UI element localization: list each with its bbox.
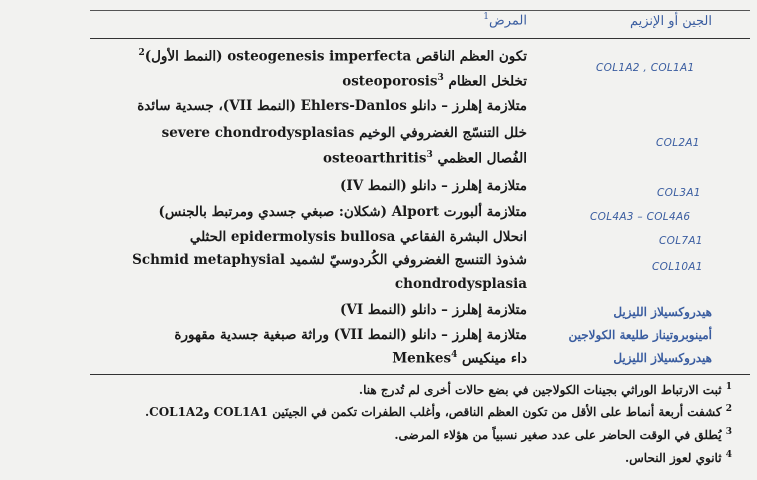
footnote: $^4$ ثانوي لعوز النحاس. <box>624 450 732 465</box>
disease-line: chondrodysplasia <box>394 276 527 292</box>
header-rule <box>90 38 750 39</box>
disease-line: متلازمة إهلرز – دانلو Ehlers-Danlos (النمط VII)، جسدية سائدة <box>137 98 527 114</box>
gene-col2a1: COL2A1 <box>656 137 700 149</box>
disease-line: تكون العظم الناقص osteogenesis imperfecta (النمط الأول)$^2$ <box>138 48 527 65</box>
gene-col7a1: COL7A1 <box>659 235 703 247</box>
disease-line: انحلال البشرة الفقاعي epidermolysis bullosa الحثلي <box>189 229 527 245</box>
disease-line: متلازمة إهلرز – دانلو (النمط VII) وراثة صبغية جسدية مقهورة <box>174 327 527 343</box>
gene-procollagen-aminoprotease: أمينوبروتيناز طليعة الكولاجين <box>568 328 712 342</box>
disease-line: شذوذ التنسج الغضروفي الكُردوسيّ لشميد Schmid metaphysial <box>132 252 527 268</box>
footnote: $^2$ كشفت أربعة أنماط على الأقل من تكون العظم الناقص، وأغلب الطفرات تكمن في الجينَين COL1A1 وCOL1A2. <box>144 404 732 419</box>
disease-line: خلل التنسّج الغضروفي الوخيم severe chondrodysplasias <box>161 125 527 141</box>
table-bottom-rule <box>90 374 750 375</box>
gene-lysyl-hydroxylase: هيدروكسيلاز الليزيل <box>613 305 712 319</box>
gene-col3a1: COL3A1 <box>657 187 701 199</box>
gene-col1a2-col1a1: COL1A2 , COL1A1 <box>596 62 695 74</box>
column-header-gene: الجين أو الإنزيم <box>629 14 712 29</box>
footnote: $^3$ يُطلق في الوقت الحاضر على عدد صغير نسبياً من هؤلاء المرضى. <box>394 427 732 442</box>
top-rule <box>90 10 750 11</box>
disease-line: داء مينكيس Menkes$^4$ <box>392 350 527 367</box>
gene-col10a1: COL10A1 <box>652 261 703 273</box>
column-header-disease: المرض$^1$ <box>483 12 527 29</box>
disease-line: متلازمة ألبورت Alport (شكلان: صبغي جسدي ومرتبط بالجنس) <box>158 204 527 220</box>
gene-lysyl-hydroxylase-2: هيدروكسيلاز الليزيل <box>613 351 712 365</box>
disease-line: تخلخل العظام osteoporosis$^3$ <box>342 73 527 90</box>
footnote: $^1$ ثبت الارتباط الوراثي بجينات الكولاجين في بضع حالات أخرى لم تُدرج هنا. <box>358 382 732 397</box>
gene-col4a3-col4a6: COL4A3 – COL4A6 <box>590 211 691 223</box>
disease-line: متلازمة إهلرز – دانلو (النمط IV) <box>339 178 527 194</box>
disease-line: متلازمة إهلرز – دانلو (النمط VI) <box>339 302 527 318</box>
disease-line: الفُصال العظمي osteoarthritis$^3$ <box>322 150 527 167</box>
